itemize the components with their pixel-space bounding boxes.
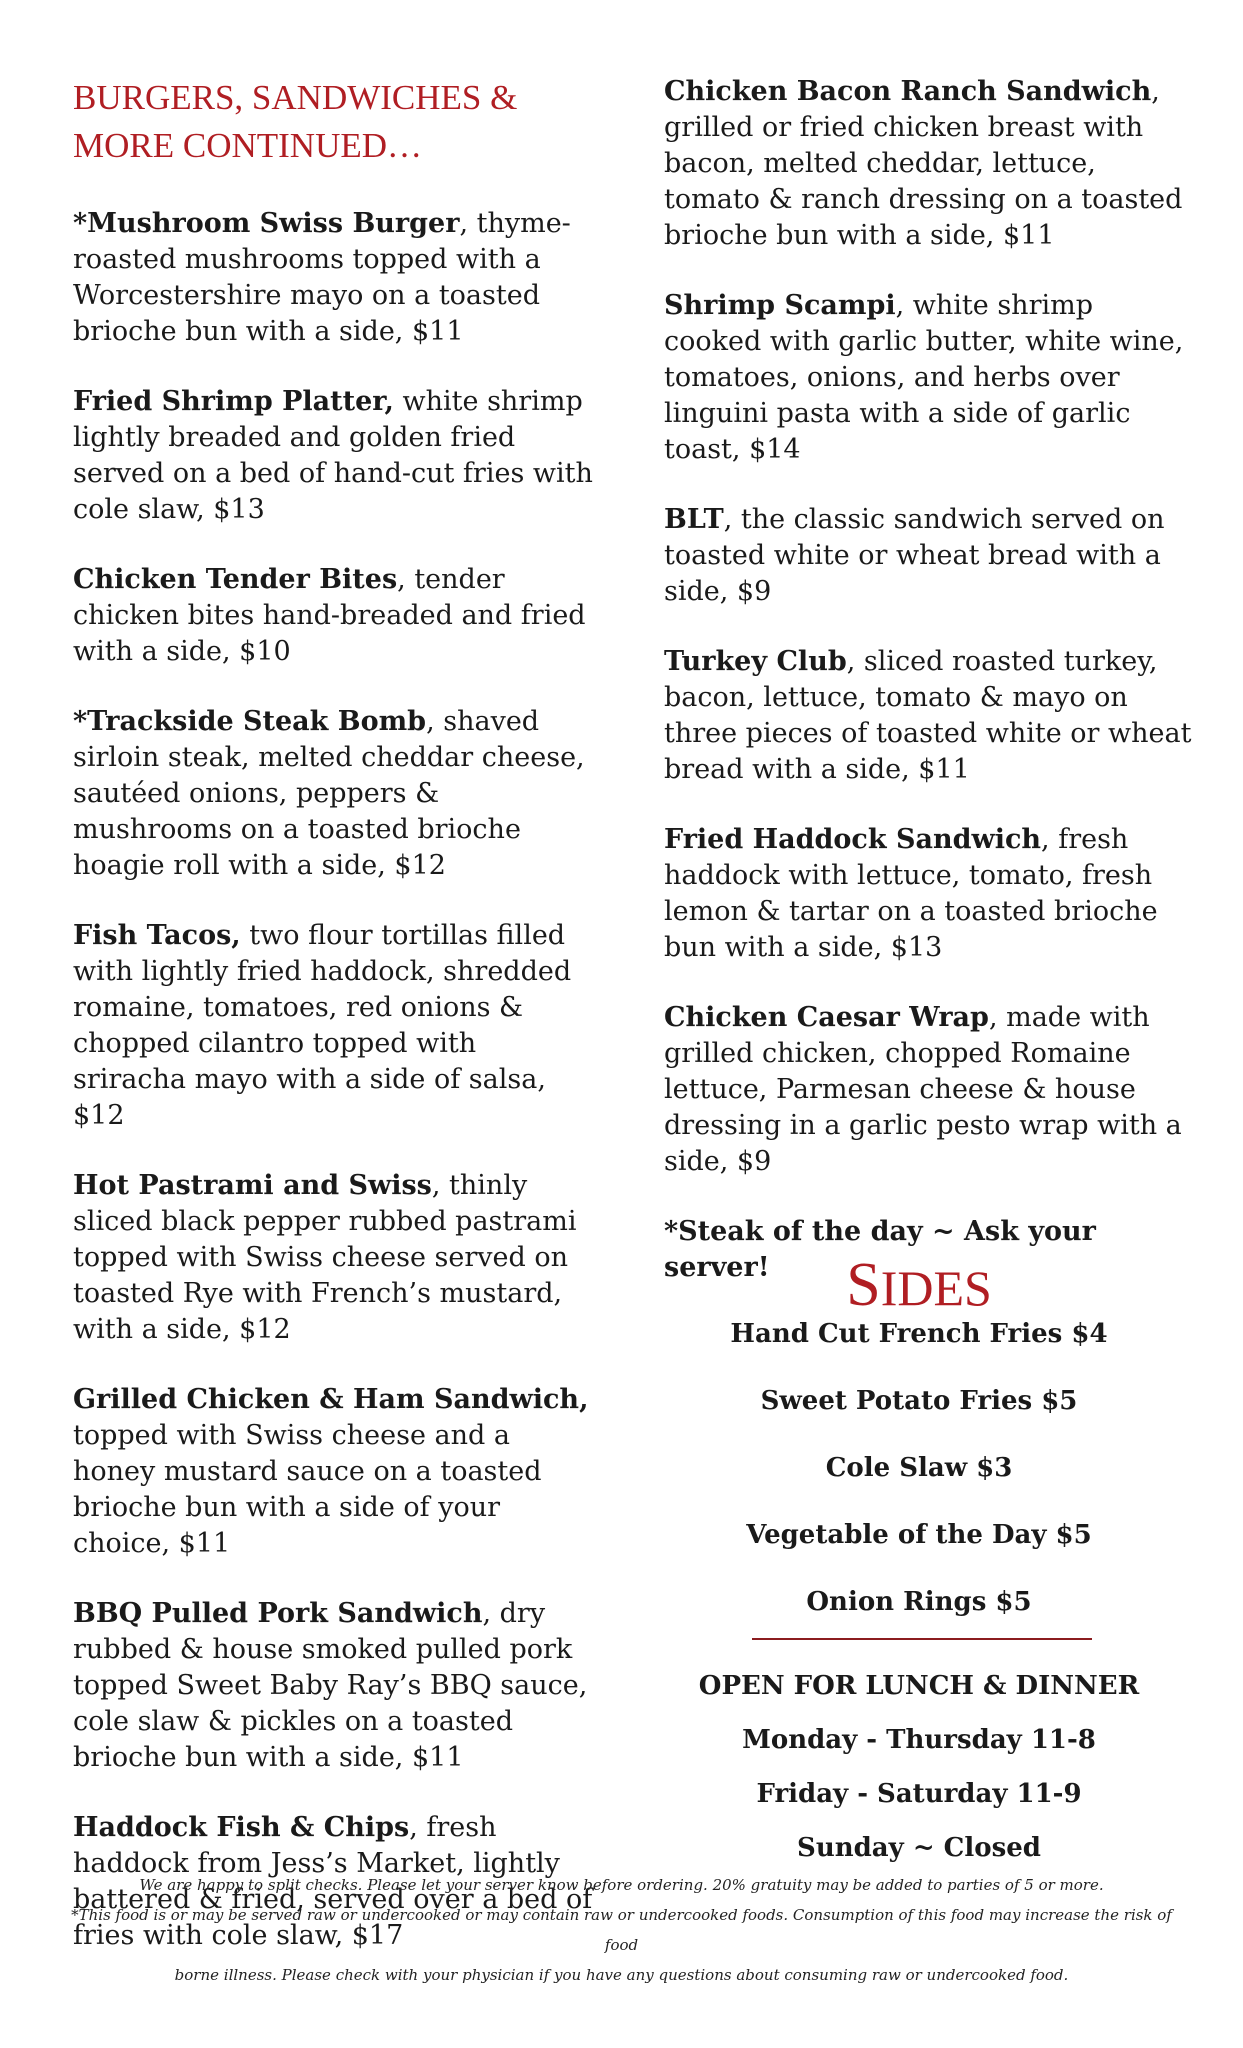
menu-item — [664, 288, 1194, 468]
hours-line: Monday - Thursday 11-8 — [742, 1725, 1096, 1755]
item-name: BBQ Pulled Pork Sandwich — [73, 1598, 483, 1629]
menu-item — [73, 206, 593, 350]
item-name: Shrimp Scampi — [664, 290, 896, 321]
footer-disclaimer — [60, 1870, 1183, 1990]
divider — [752, 1638, 1092, 1640]
item-name: Chicken Bacon Ranch Sandwich — [664, 76, 1152, 107]
steak-of-the-day-note: *Steak of the day ~ Ask your server! — [664, 1216, 1096, 1283]
footer-raw-food-warning-cont: borne illness. Please check with your physician if you have any questions about consuming raw or undercooked food. — [174, 1966, 1069, 1984]
item-name: Fish Tacos, — [73, 920, 241, 951]
menu-item — [664, 822, 1194, 966]
sides-heading-initial: S — [846, 1251, 881, 1319]
side-item: Hand Cut French Fries $4 — [730, 1319, 1108, 1349]
item-description: , shaved sirloin steak, melted cheddar cheese, sautéed onions, peppers & mushrooms on a toasted brioche hoagie roll with a side, $12 — [73, 706, 585, 881]
sides-heading-rest: IDES — [880, 1260, 992, 1316]
footer-split-checks: We are happy to split checks. Please let your server know before ordering. 20% gratuity may be added to parties of 5 or more. — [139, 1876, 1104, 1894]
right-column — [664, 74, 1194, 1286]
item-name: Chicken Tender Bites — [73, 564, 398, 595]
item-description: two flour tortillas filled with lightly fried haddock, shredded romaine, tomatoes, red onions & chopped cilantro topped with sriracha mayo with a side of salsa, $12 — [73, 920, 572, 1131]
menu-item — [664, 74, 1194, 254]
menu-item — [73, 918, 593, 1134]
menu-item — [664, 644, 1194, 788]
menu-item — [664, 502, 1194, 610]
menu-item — [664, 1000, 1194, 1180]
item-name: *Trackside Steak Bomb — [73, 706, 427, 737]
item-description: , tender chicken bites hand-breaded and fried with a side, $10 — [73, 564, 586, 667]
side-item: Sweet Potato Fries $5 — [760, 1386, 1078, 1416]
menu-item — [73, 704, 593, 884]
item-description: , fresh haddock from Jess’s Market, lightly battered & fried, served over a bed of fries with cole slaw, $17 — [73, 1812, 593, 1951]
item-name: Haddock Fish & Chips — [73, 1812, 410, 1843]
item-name: *Mushroom Swiss Burger — [73, 208, 460, 239]
item-description: , made with grilled chicken, chopped Romaine lettuce, Parmesan cheese & house dressing in a garlic pesto wrap with a side, $9 — [664, 1002, 1182, 1177]
sides-heading — [664, 1250, 1174, 1321]
item-description: topped with Swiss cheese and a honey mustard sauce on a toasted brioche bun with a side of your choice, $11 — [73, 1420, 542, 1559]
item-name: BLT — [664, 504, 724, 535]
item-description: , dry rubbed & house smoked pulled pork topped Sweet Baby Ray’s BBQ sauce, cole slaw & pickles on a toasted brioche bun with a side, $11 — [73, 1598, 588, 1773]
side-item: Vegetable of the Day $5 — [746, 1520, 1092, 1550]
hours-headline: OPEN FOR LUNCH & DINNER — [698, 1671, 1140, 1701]
item-name: Grilled Chicken & Ham Sandwich, — [73, 1384, 589, 1415]
item-description: , fresh haddock with lettuce, tomato, fresh lemon & tartar on a toasted brioche bun with a side, $13 — [664, 824, 1158, 963]
footer-raw-food-warning: *This food is or may be served raw or undercooked or may contain raw or undercooked foods. Consumption of this food may increase the risk of food — [71, 1906, 1172, 1954]
item-description: , grilled or fried chicken breast with bacon, melted cheddar, lettuce, tomato & ranch dressing on a toasted brioche bun with a side, $11 — [664, 76, 1183, 251]
item-name: Fried Shrimp Platter, — [73, 386, 394, 417]
item-name: Chicken Caesar Wrap — [664, 1002, 989, 1033]
menu-item — [73, 1382, 593, 1562]
item-name: Turkey Club — [664, 646, 847, 677]
hours-line: Sunday ~ Closed — [797, 1833, 1041, 1863]
menu-item — [73, 562, 593, 670]
item-description: , thinly sliced black pepper rubbed pastrami topped with Swiss cheese served on toasted Rye with French’s mustard, with a side, $12 — [73, 1170, 577, 1345]
sides-list — [664, 1316, 1174, 1651]
left-column — [73, 74, 593, 1988]
side-item: Onion Rings $5 — [806, 1587, 1032, 1617]
item-description: , thyme-roasted mushrooms topped with a Worcestershire mayo on a toasted brioche bun with a side, $11 — [73, 208, 571, 347]
menu-item — [73, 1168, 593, 1348]
hours-line: Friday - Saturday 11-9 — [756, 1779, 1082, 1809]
item-name: Fried Haddock Sandwich — [664, 824, 1042, 855]
menu-item — [73, 384, 593, 528]
item-description: , the classic sandwich served on toasted white or wheat bread with a side, $9 — [664, 504, 1165, 607]
item-description: , white shrimp cooked with garlic butter, white wine, tomatoes, onions, and herbs over linguini pasta with a side of garlic toast, $14 — [664, 290, 1184, 465]
side-item: Cole Slaw $3 — [825, 1453, 1013, 1483]
item-name: Hot Pastrami and Swiss — [73, 1170, 432, 1201]
menu-item — [73, 1596, 593, 1776]
opening-hours — [664, 1668, 1174, 1884]
item-description: white shrimp lightly breaded and golden fried served on a bed of hand-cut fries with cole slaw, $13 — [73, 386, 593, 525]
section-heading: BURGERS, SANDWICHES & MORE CONTINUED… — [73, 78, 518, 165]
item-description: , sliced roasted turkey, bacon, lettuce, tomato & mayo on three pieces of toasted white or wheat bread with a side, $11 — [664, 646, 1192, 785]
